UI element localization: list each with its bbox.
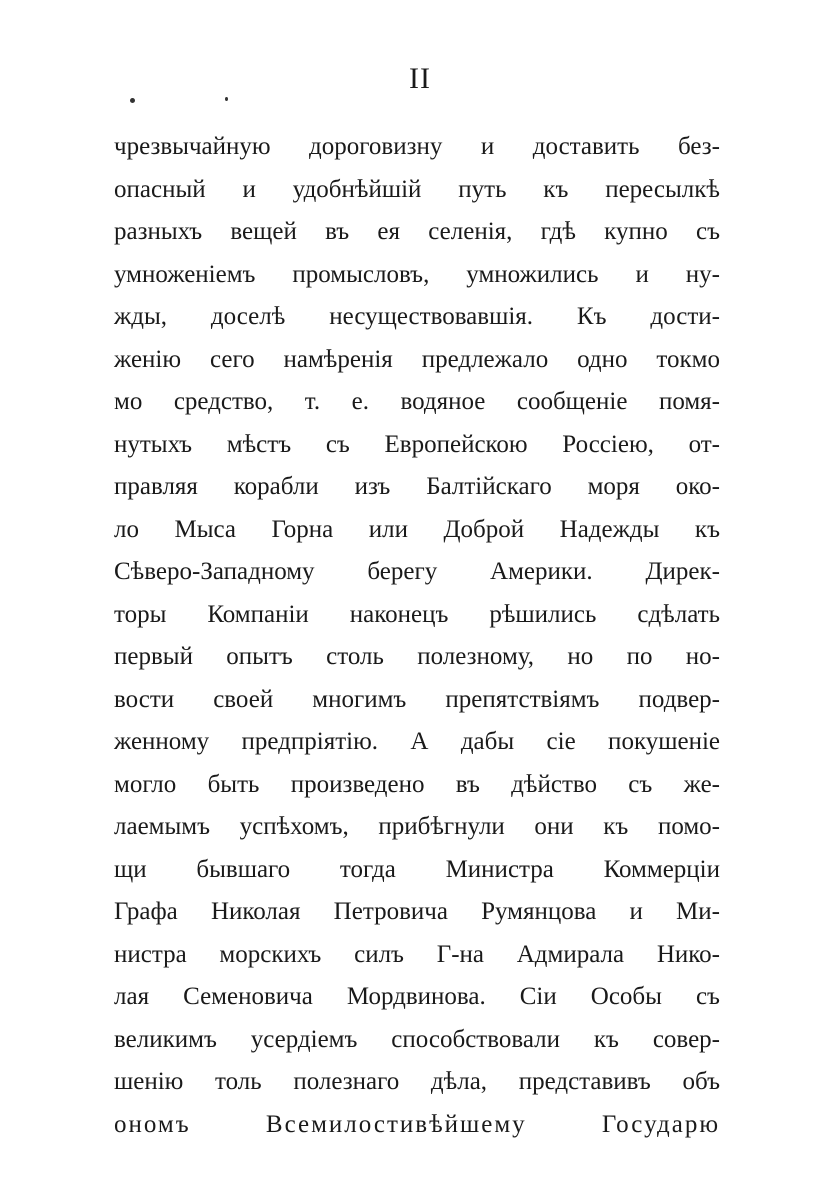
body-text	[114, 126, 720, 1146]
text-line: вости своей многимъ препятствіямъ подвер-	[114, 685, 720, 713]
text-line: умноженіемъ промысловъ, умножились и ну-	[114, 260, 720, 288]
text-line: разныхъ вещей въ ея селенія, гдѣ купно съ	[114, 218, 720, 245]
print-speck	[225, 97, 228, 101]
text-line: могло быть произведено въ дѣйство съ же-	[114, 770, 720, 798]
text-line: торы Компаніи наконецъ рѣшились сдѣлать	[114, 600, 720, 628]
text-line: Графа Николая Петровича Румянцова и Ми-	[114, 898, 720, 925]
print-speck	[130, 98, 135, 103]
text-line: нистра морскихъ силъ Г-на Адмирала Нико-	[114, 940, 720, 968]
text-line: нутыхъ мѣстъ съ Европейскою Россіею, от-	[114, 430, 720, 458]
text-line: великимъ усердіемъ способствовали къ совер-	[114, 1025, 720, 1053]
page-number: II	[409, 62, 431, 95]
text-line: ло Мыса Горна или Доброй Надежды къ	[114, 515, 720, 543]
text-line: женному предпріятію. А дабы сіе покушеніе	[114, 728, 720, 755]
text-line: щи бывшаго тогда Министра Коммерціи	[114, 855, 720, 883]
text-line: жды, доселѣ несуществовавшія. Къ дости-	[114, 303, 720, 330]
text-line: Сѣверо-Западному берегу Америки. Дирек-	[114, 558, 720, 585]
text-line: лаемымъ успѣхомъ, прибѣгнули они къ помо-	[114, 813, 720, 840]
text-line: ономъ Всемилостивѣйшему Государю	[114, 1110, 720, 1138]
text-line: чрезвычайную дороговизну и доставить без-	[114, 133, 720, 160]
text-line: правляя корабли изъ Балтійскаго моря око-	[114, 473, 720, 500]
text-line: первый опытъ столь полезному, но по но-	[114, 643, 720, 670]
text-line: лая Семеновича Мордвинова. Сіи Особы съ	[114, 983, 720, 1010]
text-line: женію сего намѣренія предлежало одно токмо	[114, 345, 720, 373]
text-line: шенію толь полезнаго дѣла, представивъ объ	[114, 1068, 720, 1095]
text-line: мо средство, т. е. водяное сообщеніе помя-	[114, 388, 720, 415]
text-line: опасный и удобнѣйшій путь къ пересылкѣ	[114, 175, 720, 203]
